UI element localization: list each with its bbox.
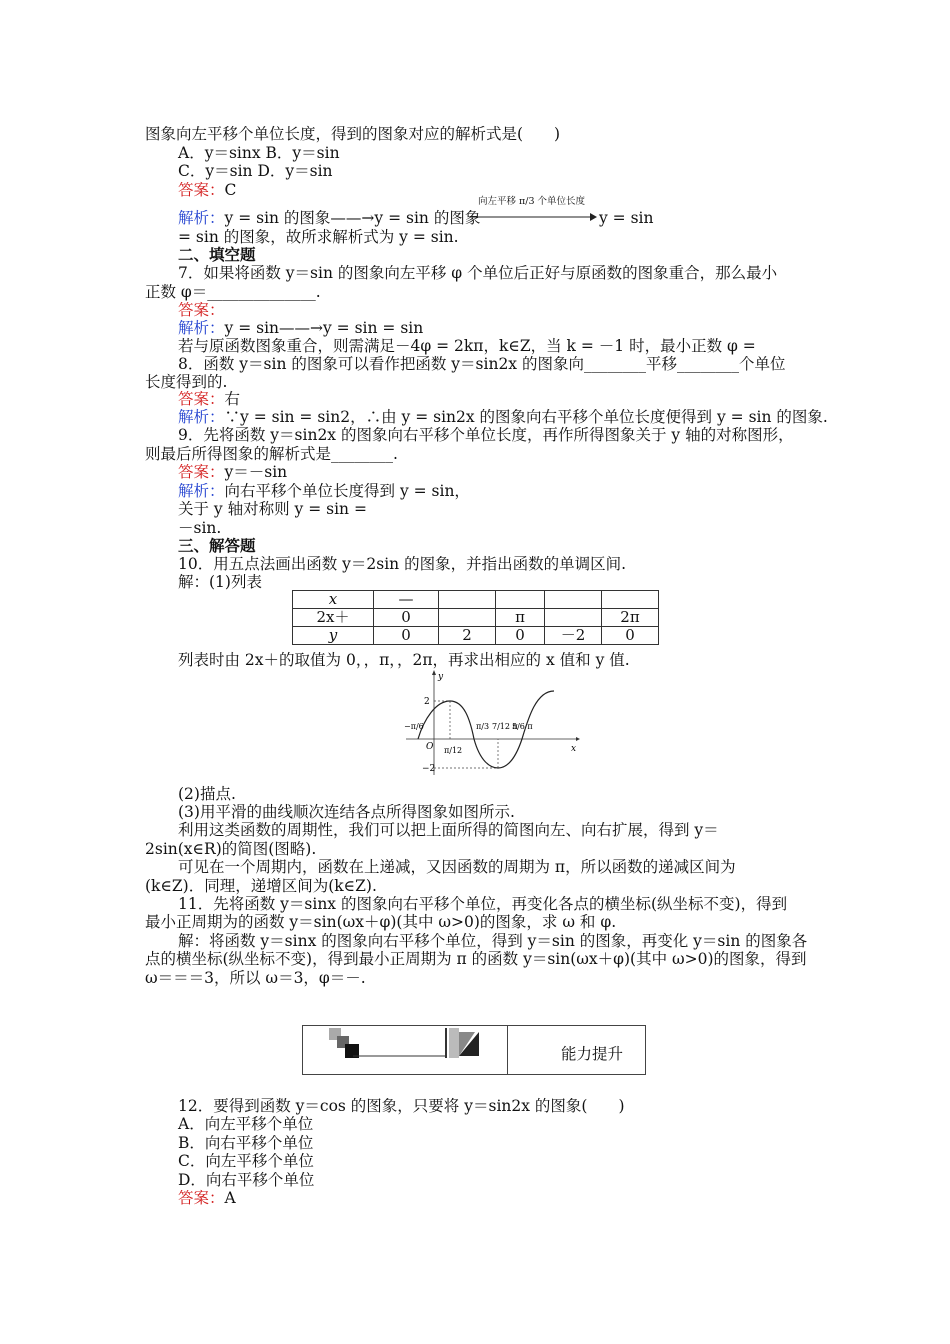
table-cell [545, 609, 602, 627]
q6-explanation-cont: = sin 的图象，故所求解析式为 y = sin. [178, 228, 459, 246]
q12-stem: 12．要得到函数 y＝cos 的图象，只要将 y＝sin2x 的图象( ) [178, 1097, 625, 1115]
table-cell: 0 [374, 627, 439, 645]
section-fill-blank: 二、填空题 [178, 245, 256, 264]
table-cell: 0 [496, 627, 545, 645]
explanation-text: y = sin——→y = sin = sin [224, 319, 424, 337]
section-solve: 三、解答题 [178, 536, 256, 555]
q6-options-cd: C．y＝sin D．y＝sin [178, 162, 333, 180]
answer-label: 答案： [178, 463, 225, 481]
tick-pi-12: π/12 [444, 746, 463, 755]
table-row [293, 591, 659, 609]
q12-option-d: D．向右平移个单位 [178, 1171, 315, 1189]
answer-label: 答案： [178, 1189, 225, 1207]
explanation-label: 解析： [178, 209, 225, 227]
q6-options-ab: A．y＝sinx B．y＝sin [178, 144, 340, 162]
q10-connect-curve: (3)用平滑的曲线顺次连结各点所得图象如图所示. [178, 803, 515, 821]
q11-stem: 11．先将函数 y＝sinx 的图象向右平移个单位，再变化各点的横坐标(纵坐标不变)，得到 [178, 895, 788, 913]
table-cell [545, 591, 602, 609]
q10-periodicity-cont: 2sin(x∈R)的简图(图略). [145, 840, 317, 858]
q10-table-note: 列表时由 2x＋的取值为 0，，π，，2π，再求出相应的 x 值和 y 值. [178, 651, 630, 669]
q12-option-a: A．向左平移个单位 [178, 1115, 314, 1133]
table-cell: －2 [545, 627, 602, 645]
tick-7pi-12: 7/12 π [492, 722, 518, 731]
q10-solution-start: 解：(1)列表 [178, 573, 262, 591]
explanation-text: ∵y = sin = sin2，∴由 y = sin2x 的图象向右平移个单位长度便得到 y = sin 的图象. [224, 408, 828, 426]
answer-value: A [224, 1189, 236, 1207]
q6-explanation [178, 209, 480, 227]
table-cell: π [496, 609, 545, 627]
q11-solution-cont: 点的横坐标(纵坐标不变)，得到最小正周期为 π 的函数 y＝sin(ωx＋φ)(其中 ω>0)的图象，得到 [145, 950, 807, 968]
q12-option-c: C．向左平移个单位 [178, 1152, 314, 1170]
q9-explanation-cont: 关于 y 轴对称则 y = sin = [178, 500, 367, 518]
shift-arrow-icon [470, 212, 598, 222]
answer-label: 答案： [178, 181, 225, 199]
shift-arrow-label: 向左平移 π/3 个单位长度 [478, 196, 586, 207]
table-row [293, 609, 659, 627]
q10-decreasing: 可见在一个周期内，函数在上递减，又因函数的周期为 π，所以函数的递减区间为 [178, 858, 736, 876]
q6-explanation-result: y = sin [599, 209, 654, 227]
x-axis-label: x [571, 744, 577, 754]
explanation-text: 向右平移个单位长度得到 y = sin， [224, 482, 470, 500]
q11-solution: 解：将函数 y＝sinx 的图象向右平移个单位，得到 y＝sin 的图象，再变化 y＝sin 的图象各 [178, 932, 808, 950]
explanation-label: 解析： [178, 482, 225, 500]
explanation-label: 解析： [178, 408, 225, 426]
y-max-label: 2 [424, 697, 430, 707]
answer-value: y＝－sin [224, 463, 288, 481]
table-row [293, 627, 659, 645]
q6-answer [178, 181, 236, 199]
y-axis-label: y [438, 672, 444, 682]
q10-plot-points: (2)描点. [178, 785, 236, 803]
section-banner [302, 1025, 646, 1075]
table-cell: 0 [602, 627, 659, 645]
q7-explanation-cont: 若与原函数图象重合，则需满足－4φ = 2kπ，k∈Z，当 k = －1 时，最小正数 φ = [178, 337, 756, 355]
table-cell [439, 591, 496, 609]
q9-explanation [178, 482, 470, 500]
banner-divider [507, 1026, 508, 1074]
q9-stem: 9．先将函数 y＝sin2x 的图象向右平移个单位长度，再作所得图象关于 y 轴的对称图形， [178, 426, 794, 444]
table-cell: 0 [374, 609, 439, 627]
q7-explanation [178, 319, 423, 337]
q9-answer [178, 463, 287, 481]
banner-decoration-icon [327, 1026, 487, 1074]
q7-stem-cont: 正数 φ＝______________. [145, 283, 321, 301]
answer-value: 右 [224, 390, 241, 408]
table-cell: 2x＋ [293, 609, 374, 627]
table-cell: y [293, 627, 374, 645]
banner-title: 能力提升 [561, 1045, 624, 1063]
tick-neg-pi-6: −π/6 [404, 722, 424, 731]
explanation-label: 解析： [178, 319, 225, 337]
y-min-label: −2 [422, 764, 436, 774]
q12-option-b: B．向右平移个单位 [178, 1134, 314, 1152]
q8-explanation [178, 408, 828, 426]
q7-answer-label: 答案： [178, 301, 225, 319]
q8-stem-cont: 长度得到的. [145, 373, 228, 391]
table-cell [439, 609, 496, 627]
q7-stem: 7．如果将函数 y＝sin 的图象向左平移 φ 个单位后正好与原函数的图象重合，那么最小 [178, 264, 778, 282]
tick-5pi-6: 5/6 π [512, 722, 533, 731]
sine-graph [396, 667, 581, 779]
tick-pi-3: π/3 [476, 722, 490, 731]
q8-answer [178, 390, 240, 408]
table-cell [602, 591, 659, 609]
guide-lines [434, 701, 498, 768]
q9-stem-cont: 则最后所得图象的解析式是________. [145, 445, 398, 463]
answer-label: 答案： [178, 390, 225, 408]
q10-stem: 10．用五点法画出函数 y＝2sin 的图象，并指出函数的单调区间. [178, 555, 627, 573]
q12-answer [178, 1189, 236, 1207]
table-cell: x [293, 591, 374, 609]
table-cell: — [374, 591, 439, 609]
q11-stem-cont: 最小正周期为的函数 y＝sin(ωx＋φ)(其中 ω>0)的图象，求 ω 和 φ. [145, 913, 617, 931]
q8-stem: 8．函数 y＝sin 的图象可以看作把函数 y＝sin2x 的图象向________平移________个单位 [178, 355, 786, 373]
table-cell: 2π [602, 609, 659, 627]
q11-solution-end: ω＝＝＝3，所以 ω＝3，φ＝－. [145, 969, 366, 987]
q10-increasing: (k∈Z)．同理，递增区间为(k∈Z). [145, 877, 377, 895]
explanation-text: y = sin 的图象——→y = sin 的图象 [224, 209, 481, 227]
origin-label: O [426, 742, 434, 752]
q6-stem: 图象向左平移个单位长度，得到的图象对应的解析式是( ) [145, 125, 561, 143]
table-cell: 2 [439, 627, 496, 645]
answer-value: C [224, 181, 237, 199]
q10-periodicity: 利用这类函数的周期性，我们可以把上面所得的简图向左、向右扩展，得到 y＝ [178, 821, 719, 839]
q9-explanation-end: －sin. [178, 519, 222, 537]
value-table [292, 590, 659, 645]
table-cell [496, 591, 545, 609]
